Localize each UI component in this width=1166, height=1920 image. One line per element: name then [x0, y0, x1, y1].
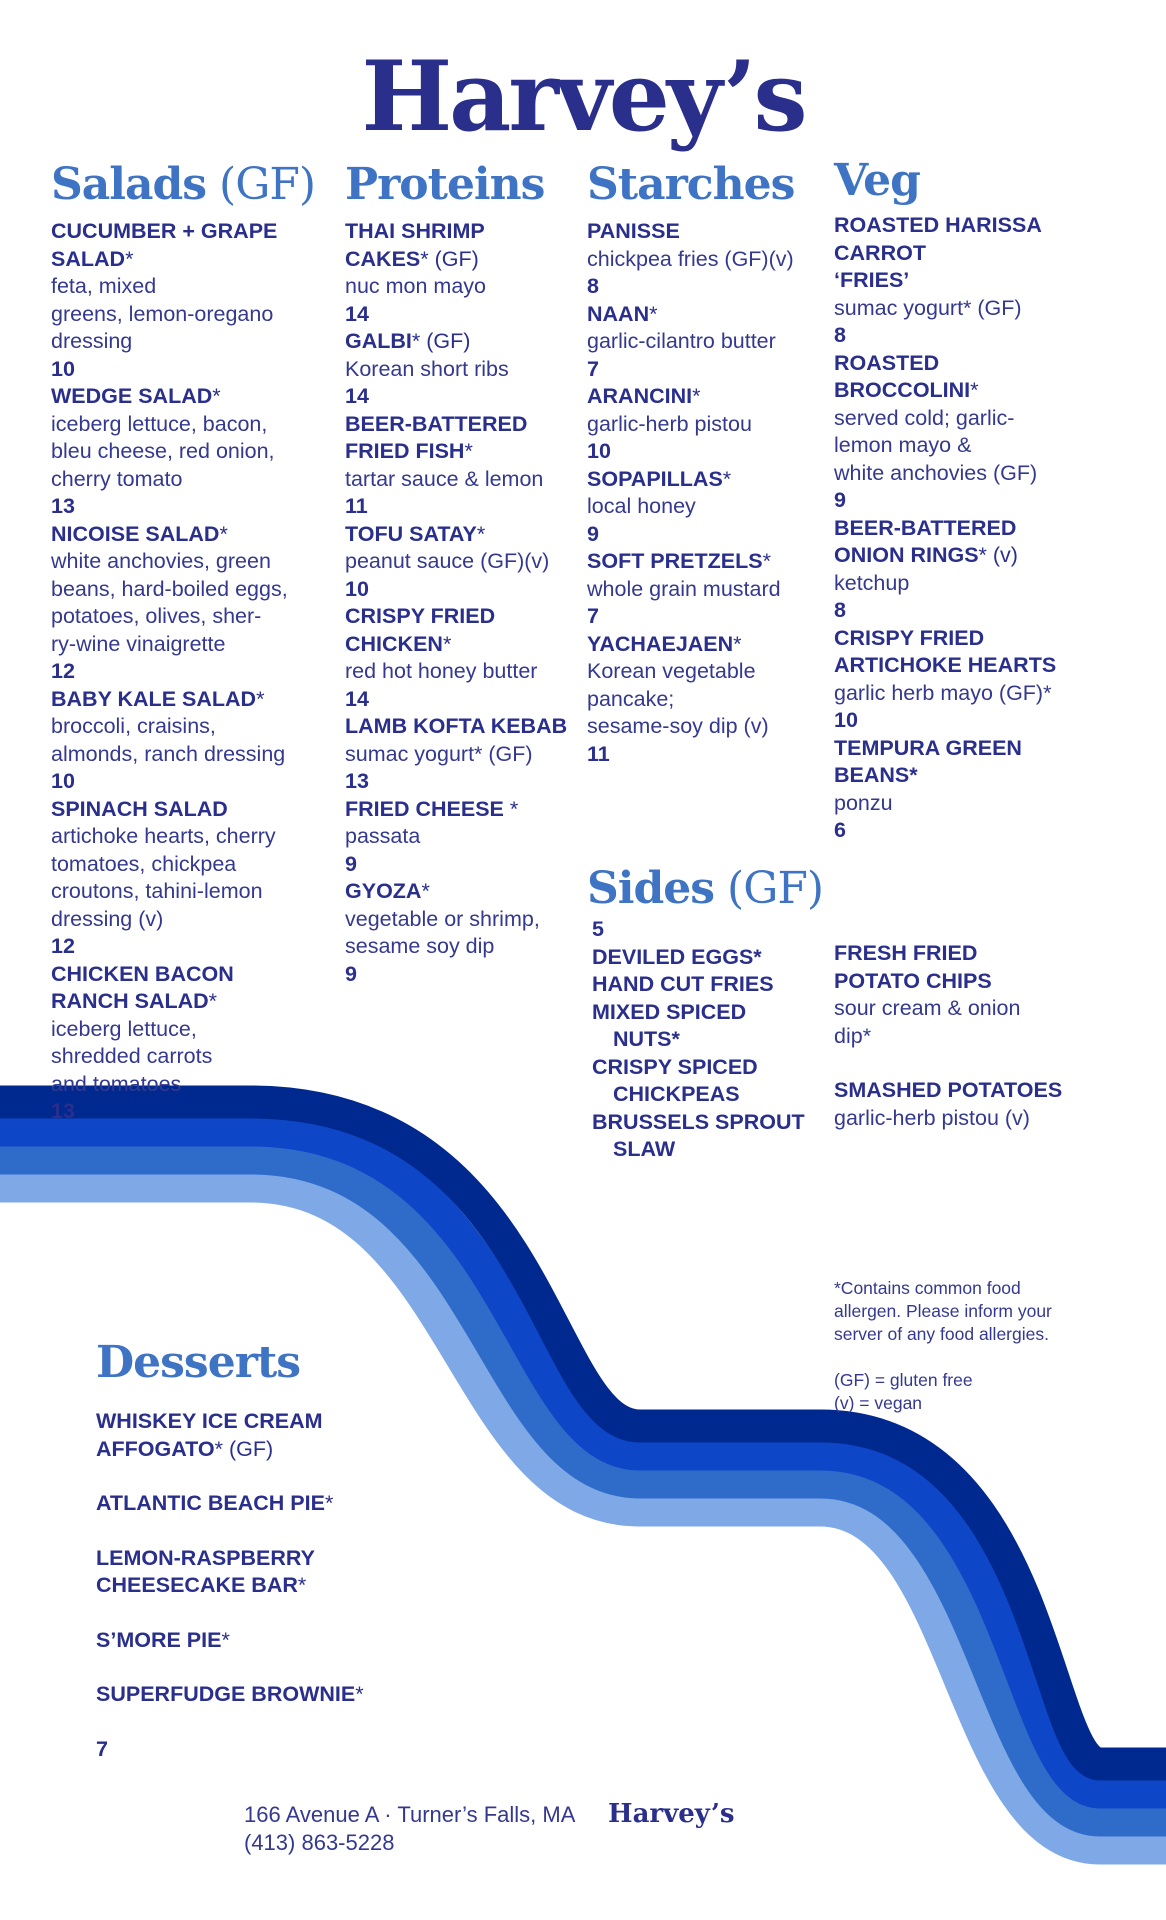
dessert-mark: * (GF)	[214, 1436, 274, 1461]
item-name	[587, 383, 827, 411]
item-name-text: SPINACH SALAD	[51, 796, 228, 821]
item-name-text: CRISPY FRIED	[834, 625, 985, 650]
proteins-heading-label: Proteins	[345, 159, 545, 210]
veg-list	[834, 212, 1134, 845]
item-name	[834, 515, 1134, 543]
side-item-text: SLAW	[613, 1137, 676, 1161]
menu-item	[345, 878, 590, 988]
salads-heading-label: Salads	[51, 159, 207, 210]
item-mark: *	[125, 246, 134, 271]
dessert-item	[96, 1545, 456, 1600]
dessert-name	[96, 1545, 456, 1573]
menu-item	[51, 961, 336, 1126]
item-name	[834, 212, 1134, 240]
item-name-text: SOFT PRETZELS	[587, 549, 763, 573]
item-price: 10	[51, 769, 75, 793]
menu-item	[51, 796, 336, 961]
item-mark: *	[219, 521, 228, 546]
item-description: sumac yogurt* (GF)	[345, 741, 533, 766]
item-name	[51, 246, 336, 274]
item-mark: *	[256, 686, 265, 711]
item-description: sesame soy dip	[345, 934, 495, 958]
item-name	[587, 466, 827, 494]
side-item-name: FRESH FRIED	[834, 941, 978, 965]
side-item-name	[592, 1109, 847, 1137]
item-mark: *	[421, 879, 430, 903]
item-name	[345, 631, 590, 659]
menu-item	[834, 515, 1134, 625]
menu-item	[345, 328, 590, 411]
allergen-line: *Contains common food	[834, 1278, 1021, 1298]
side-item-name	[592, 971, 847, 999]
item-price: 13	[345, 769, 369, 793]
item-price: 9	[834, 488, 846, 512]
dessert-item	[96, 1490, 456, 1518]
item-description: sesame-soy dip (v)	[587, 714, 769, 738]
item-name-text: CAKES	[345, 246, 421, 271]
menu-item	[587, 631, 827, 769]
item-name-text: SALAD	[51, 246, 126, 271]
item-name	[345, 521, 590, 549]
dessert-item	[96, 1627, 456, 1655]
menu-item	[345, 713, 590, 796]
item-description: shredded carrots	[51, 1044, 213, 1068]
side-item-text: HAND CUT FRIES	[592, 972, 774, 996]
item-description: beans, hard-boiled eggs,	[51, 576, 288, 601]
side-item-text: DEVILED EGGS	[592, 944, 754, 969]
item-price: 10	[345, 576, 369, 601]
item-description: bleu cheese, red onion,	[51, 439, 275, 463]
menu-title: Harvey’s	[361, 40, 805, 153]
item-name-text: GALBI	[345, 329, 412, 353]
item-description: broccoli, craisins,	[51, 714, 216, 738]
dessert-name	[96, 1572, 456, 1600]
item-name	[834, 762, 1134, 790]
item-name-text: CUCUMBER + GRAPE	[51, 219, 278, 243]
salads-heading-mark: (GF)	[219, 159, 316, 210]
allergen-line: server of any food allergies.	[834, 1324, 1049, 1344]
item-name-text: CHICKEN BACON	[51, 961, 234, 986]
dessert-name	[96, 1436, 456, 1464]
item-description: white anchovies (GF)	[834, 460, 1038, 485]
item-price: 10	[834, 708, 858, 732]
item-name-text: ‘FRIES’	[834, 268, 910, 292]
side-item-name	[592, 1026, 847, 1054]
item-name	[345, 411, 590, 439]
item-name	[834, 735, 1134, 763]
item-name-text: BABY KALE SALAD	[51, 686, 257, 711]
menu-item	[345, 218, 590, 328]
item-description: pancake;	[587, 686, 675, 711]
dessert-mark: *	[221, 1627, 230, 1652]
item-description: chickpea fries (GF)(v)	[587, 246, 794, 271]
side-item-name	[592, 1136, 847, 1164]
item-name	[587, 548, 827, 576]
item-description: and tomatoes	[51, 1071, 182, 1096]
side-item-text: CHICKPEAS	[613, 1082, 740, 1106]
item-name-text: SOPAPILLAS	[587, 466, 723, 491]
item-name-text: TEMPURA GREEN	[834, 735, 1022, 760]
item-name-text: ARTICHOKE HEARTS	[834, 653, 1057, 677]
item-description: sumac yogurt* (GF)	[834, 295, 1022, 320]
item-name-text: BROCCOLINI	[834, 378, 971, 402]
starches-list	[587, 218, 827, 768]
item-price: 9	[345, 961, 357, 986]
item-name-text: NAAN	[587, 301, 650, 326]
item-description: lemon mayo &	[834, 433, 972, 457]
item-price: 8	[834, 323, 846, 347]
item-description: served cold; garlic-	[834, 405, 1015, 430]
starches-heading-label: Starches	[587, 159, 795, 210]
footer-address: 166 Avenue A · Turner’s Falls, MA	[244, 1802, 576, 1827]
side-item	[834, 1077, 1134, 1132]
item-name	[834, 625, 1134, 653]
side-item-description: dip*	[834, 1023, 872, 1048]
salads-heading	[51, 158, 336, 212]
legend-note	[834, 1369, 1134, 1415]
item-description: almonds, ranch dressing	[51, 741, 286, 766]
item-price: 14	[345, 301, 369, 326]
side-item-text: NUTS*	[613, 1027, 680, 1051]
item-name-text: FRIED FISH	[345, 439, 465, 463]
item-price: 11	[345, 494, 368, 518]
item-name-text: NICOISE SALAD	[51, 521, 220, 546]
item-price: 10	[51, 356, 75, 381]
desserts-heading	[96, 1336, 456, 1390]
item-price: 9	[345, 851, 357, 876]
item-name	[51, 686, 336, 714]
menu-item	[345, 603, 590, 713]
footer-logo: Harvey’s	[608, 1799, 735, 1829]
item-mark: *	[733, 631, 742, 656]
item-name	[834, 350, 1134, 378]
item-name-text: PANISSE	[587, 219, 680, 243]
item-name	[345, 218, 590, 246]
desserts-heading-label: Desserts	[96, 1337, 300, 1388]
side-item-text: CRISPY SPICED	[592, 1054, 758, 1079]
side-item-mark: *	[753, 944, 762, 969]
item-name	[51, 988, 336, 1016]
notes-section	[834, 1277, 1134, 1415]
item-description: passata	[345, 824, 421, 848]
dessert-mark: *	[297, 1573, 307, 1597]
item-price: 6	[834, 818, 846, 842]
item-description: whole grain mustard	[587, 576, 781, 601]
item-mark: *	[649, 301, 658, 326]
item-name	[51, 796, 336, 824]
side-item-name	[592, 1054, 847, 1082]
item-description: red hot honey butter	[345, 659, 538, 683]
item-description: garlic-cilantro butter	[587, 329, 776, 353]
item-name-text: THAI SHRIMP	[345, 219, 485, 243]
item-description: dressing	[51, 329, 133, 353]
proteins-section	[345, 158, 590, 988]
item-mark: * (v)	[978, 543, 1018, 567]
item-name	[834, 652, 1134, 680]
sides-price: 5	[592, 917, 604, 941]
dessert-mark: *	[355, 1682, 364, 1706]
item-name	[587, 218, 827, 246]
side-item-text: MIXED SPICED	[592, 999, 747, 1024]
proteins-heading	[345, 158, 590, 212]
item-name	[834, 542, 1134, 570]
item-price: 12	[51, 934, 75, 958]
side-item-description: sour cream & onion	[834, 996, 1021, 1020]
item-name-text: ONION RINGS	[834, 543, 979, 567]
item-mark: *	[212, 384, 221, 408]
salads-section	[51, 158, 336, 1126]
item-description: ketchup	[834, 570, 910, 595]
veg-section	[834, 154, 1134, 845]
footer-phone: (413) 863-5228	[244, 1830, 395, 1855]
item-description: artichoke hearts, cherry	[51, 824, 276, 848]
sides-heading	[587, 862, 847, 916]
item-price: 12	[51, 659, 75, 683]
dessert-name	[96, 1408, 456, 1436]
item-description: tartar sauce & lemon	[345, 466, 544, 491]
item-description: garlic herb mayo (GF)*	[834, 680, 1052, 705]
sides-left-list	[587, 944, 847, 1164]
dessert-name-text: CHEESECAKE BAR	[96, 1573, 298, 1597]
item-name	[834, 240, 1134, 268]
item-name-text: BEANS*	[834, 763, 918, 787]
item-name	[587, 301, 827, 329]
legend-line: (v) = vegan	[834, 1393, 923, 1413]
item-mark: *	[762, 549, 771, 573]
menu-item	[345, 796, 590, 879]
item-name-text: RANCH SALAD	[51, 989, 209, 1013]
item-name-text: ARANCINI	[587, 384, 693, 408]
item-price: 13	[51, 494, 75, 518]
item-name-text: CRISPY FRIED	[345, 604, 496, 628]
starches-heading	[587, 158, 827, 212]
item-description: greens, lemon-oregano	[51, 301, 274, 326]
desserts-section	[96, 1336, 456, 1763]
item-price: 14	[345, 686, 369, 711]
item-name-text: ROASTED HARISSA	[834, 213, 1042, 237]
item-description: peanut sauce (GF)(v)	[345, 549, 550, 573]
side-item	[834, 940, 1134, 1050]
item-name-text: BEER-BATTERED	[345, 411, 528, 436]
menu-item	[51, 686, 336, 796]
item-mark: *	[503, 796, 519, 821]
item-price: 13	[51, 1099, 75, 1123]
item-mark: *	[208, 989, 218, 1013]
item-name	[345, 796, 590, 824]
item-name	[345, 603, 590, 631]
item-name-text: LAMB KOFTA KEBAB	[345, 714, 568, 738]
side-item-description: garlic-herb pistou (v)	[834, 1105, 1030, 1130]
item-name	[51, 961, 336, 989]
item-description: cherry tomato	[51, 466, 183, 491]
sides-right-list	[834, 940, 1134, 1132]
item-name	[345, 438, 590, 466]
item-name-text: GYOZA	[345, 879, 422, 903]
menu-item	[587, 218, 827, 301]
item-name-text: WEDGE SALAD	[51, 384, 213, 408]
item-description: feta, mixed	[51, 274, 157, 298]
item-description: Korean short ribs	[345, 356, 509, 381]
item-price: 10	[587, 439, 611, 463]
item-name	[51, 383, 336, 411]
item-price: 9	[587, 521, 599, 546]
desserts-price: 7	[96, 1736, 108, 1761]
item-mark: *	[464, 439, 473, 463]
dessert-name-text: S’MORE PIE	[96, 1627, 222, 1652]
item-name	[51, 521, 336, 549]
menu-item	[587, 466, 827, 549]
menu-item	[587, 301, 827, 384]
item-description: iceberg lettuce,	[51, 1016, 197, 1041]
item-name-text: TOFU SATAY	[345, 521, 477, 546]
legend-line: (GF) = gluten free	[834, 1370, 973, 1390]
dessert-name	[96, 1681, 456, 1709]
item-name	[834, 267, 1134, 295]
side-item-name	[592, 1081, 847, 1109]
menu-item	[51, 521, 336, 686]
dessert-item	[96, 1681, 456, 1709]
sides-section	[587, 862, 847, 1164]
dessert-name	[96, 1627, 456, 1655]
item-description: ry-wine vinaigrette	[51, 631, 226, 656]
item-description: garlic-herb pistou	[587, 411, 752, 436]
sides-heading-label: Sides	[587, 863, 715, 914]
menu-item	[834, 625, 1134, 735]
veg-heading	[834, 154, 1134, 208]
dessert-name-text: AFFOGATO	[96, 1436, 215, 1461]
item-description: iceberg lettuce, bacon,	[51, 411, 268, 436]
allergen-note	[834, 1277, 1134, 1346]
item-mark: *	[692, 384, 701, 408]
side-item-name	[592, 999, 847, 1027]
item-name	[587, 631, 827, 659]
item-price: 7	[587, 356, 599, 381]
item-name	[345, 246, 590, 274]
menu-item	[587, 548, 827, 631]
side-item-name: SMASHED POTATOES	[834, 1078, 1063, 1102]
menu-item	[834, 350, 1134, 515]
item-mark: * (GF)	[420, 246, 479, 271]
item-description: nuc mon mayo	[345, 274, 487, 298]
item-name	[345, 713, 590, 741]
side-item-text: BRUSSELS SPROUT	[592, 1109, 805, 1134]
dessert-mark: *	[324, 1491, 334, 1515]
item-price: 8	[587, 274, 599, 298]
item-name-text: BEER-BATTERED	[834, 515, 1017, 540]
dessert-name-text: LEMON-RASPBERRY	[96, 1545, 315, 1570]
item-name-text: ROASTED	[834, 350, 940, 375]
desserts-list	[96, 1408, 456, 1709]
menu-item	[345, 411, 590, 521]
allergen-line: allergen. Please inform your	[834, 1301, 1052, 1321]
item-description: tomatoes, chickpea	[51, 851, 237, 876]
item-mark: *	[476, 521, 486, 546]
item-description: local honey	[587, 494, 696, 518]
menu-item	[834, 735, 1134, 845]
item-mark: *	[970, 378, 979, 402]
item-description: potatoes, olives, sher-	[51, 604, 262, 628]
item-name	[834, 377, 1134, 405]
proteins-list	[345, 218, 590, 988]
item-name	[345, 878, 590, 906]
item-price: 14	[345, 384, 369, 408]
dessert-name-text: WHISKEY ICE CREAM	[96, 1409, 323, 1433]
dessert-name	[96, 1490, 456, 1518]
dessert-name-text: ATLANTIC BEACH PIE	[96, 1491, 325, 1515]
menu-item	[587, 383, 827, 466]
item-mark: *	[722, 466, 732, 491]
veg-heading-label: Veg	[834, 155, 920, 206]
item-name-text: CARROT	[834, 240, 926, 265]
item-name-text: FRIED CHEESE	[345, 796, 504, 821]
item-price: 7	[587, 604, 599, 628]
item-description: Korean vegetable	[587, 659, 756, 683]
item-name-text: CHICKEN	[345, 631, 443, 656]
item-name	[51, 218, 336, 246]
dessert-name-text: SUPERFUDGE BROWNIE	[96, 1682, 356, 1706]
item-description: dressing (v)	[51, 906, 164, 931]
dessert-item	[96, 1408, 456, 1463]
item-price: 11	[587, 741, 610, 766]
menu-item	[834, 212, 1134, 350]
item-description: white anchovies, green	[51, 549, 271, 573]
side-item-name	[592, 944, 847, 972]
menu-item	[51, 383, 336, 521]
menu-item	[345, 521, 590, 604]
item-price: 8	[834, 598, 846, 622]
item-mark: *	[442, 631, 452, 656]
item-description: croutons, tahini-lemon	[51, 879, 263, 903]
item-mark: * (GF)	[411, 329, 471, 353]
salads-list	[51, 218, 336, 1126]
item-description: ponzu	[834, 790, 893, 815]
sides-heading-mark: (GF)	[727, 863, 824, 914]
item-name-text: YACHAEJAEN	[587, 631, 734, 656]
starches-section	[587, 158, 827, 768]
item-description: vegetable or shrimp,	[345, 906, 540, 931]
menu-item	[51, 218, 336, 383]
footer-contact	[244, 1801, 604, 1857]
side-item-name: POTATO CHIPS	[834, 968, 992, 993]
item-name	[345, 328, 590, 356]
